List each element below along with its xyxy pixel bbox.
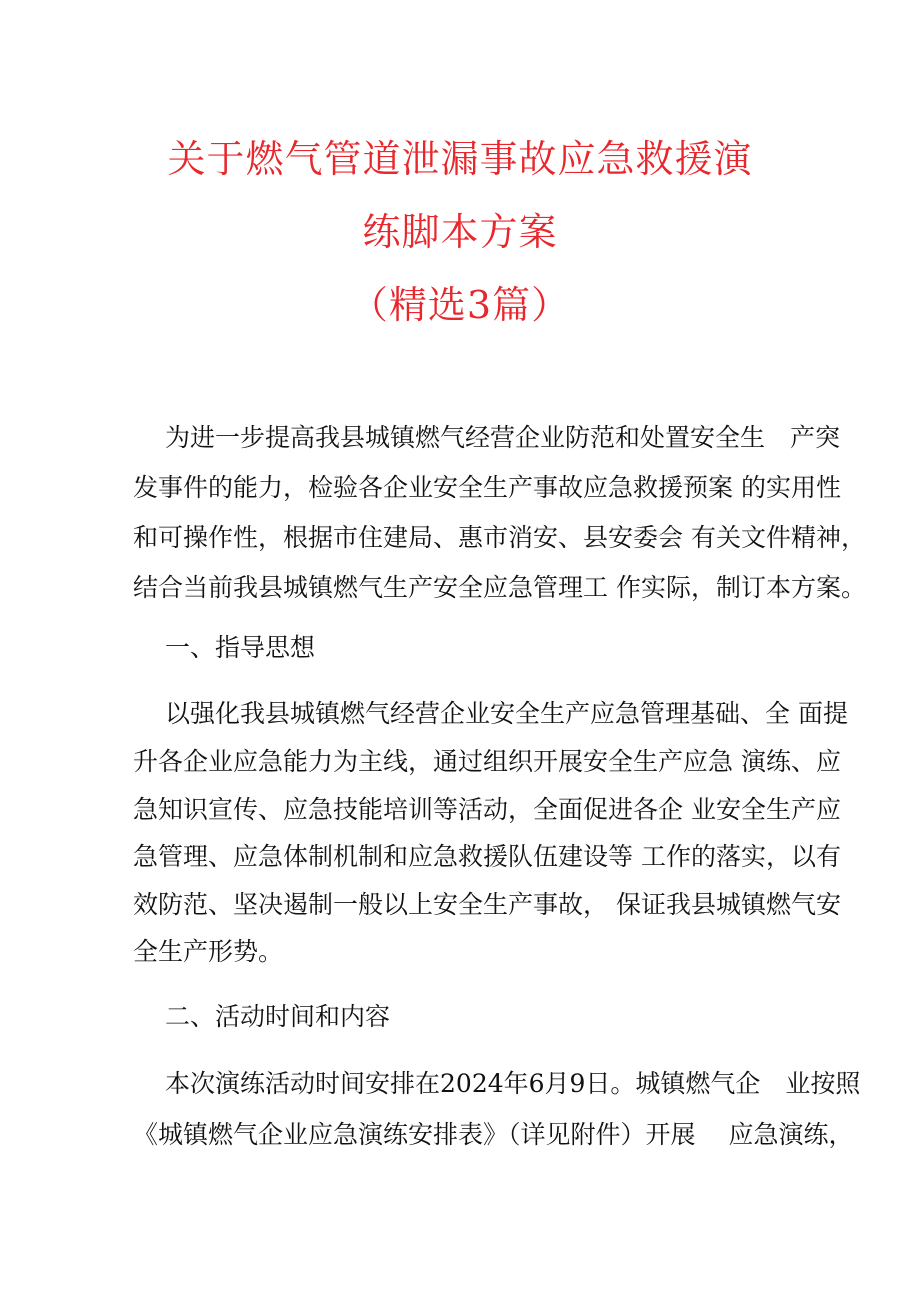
- section-1-line-4: 急管理、应急体制机制和应急救援队伍建设等 工作的落实，以有: [133, 842, 841, 871]
- section-1-line-3: 急知识宣传、应急技能培训等活动，全面促进各企 业安全生产应: [133, 795, 841, 824]
- section-1-line-2: 升各企业应急能力为主线，通过组织开展安全生产应急 演练、应: [133, 747, 841, 776]
- title-line-3: （精选3篇）: [349, 283, 571, 327]
- title-line-1: 关于燃气管道泄漏事故应急救援演: [167, 137, 753, 181]
- intro-line-4: 结合当前我县城镇燃气生产安全应急管理工 作实际，制订本方案。: [133, 573, 866, 602]
- intro-line-2: 发事件的能力，检验各企业安全生产事故应急救援预案 的实用性: [133, 473, 841, 502]
- section-2-line-1: 本次演练活动时间安排在2024年6月9日。城镇燃气企 业按照: [165, 1069, 861, 1098]
- title-line-2: 练脚本方案: [362, 210, 558, 254]
- intro-line-1: 为进一步提高我县城镇燃气经营企业防范和处置安全生 产突: [165, 423, 841, 452]
- section-1-heading: 一、指导思想: [165, 633, 316, 662]
- section-1-line-5: 效防范、坚决遏制一般以上安全生产事故， 保证我县城镇燃气安: [133, 890, 841, 919]
- intro-line-3: 和可操作性，根据市住建局、惠市消安、县安委会 有关文件精神，: [133, 523, 866, 552]
- section-1-line-1: 以强化我县城镇燃气经营企业安全生产应急管理基础、全 面提: [165, 699, 848, 728]
- section-2-line-2: 《城镇燃气企业应急演练安排表》（详见附件）开展 应急演练，: [133, 1120, 854, 1149]
- section-2-heading: 二、活动时间和内容: [165, 1002, 391, 1031]
- section-1-line-6: 全生产形势。: [133, 937, 284, 966]
